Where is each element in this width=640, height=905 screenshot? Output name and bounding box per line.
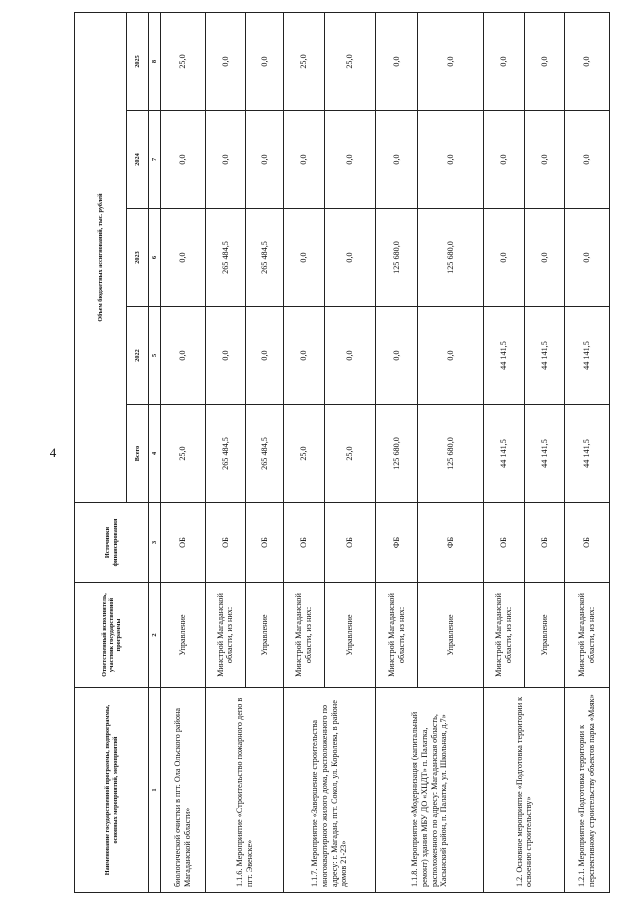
row-2022: 44 141,5 [565,307,610,405]
row-name: 1.2. Основное мероприятие «Подготовка территории к освоению строительству» [484,688,565,893]
row-2023: 0,0 [524,209,564,307]
row-2022: 44 141,5 [484,307,524,405]
row-2023: 0,0 [565,209,610,307]
header-year: 2023 [127,209,149,307]
row-source: ОБ [246,503,284,583]
header-year: 2024 [127,111,149,209]
row-2022: 0,0 [205,307,245,405]
row-2024: 0,0 [324,111,375,209]
row-total: 44 141,5 [484,405,524,503]
row-source: ОБ [484,503,524,583]
row-name: 1.1.8. Мероприятие «Модернизация (капитальный ремонт) здания МБУ ДО «ХЦДТ» п. Палатка, расположенного по адресу: Магаданская область, Хасынский район, п. Палатка, ул. Школьная, д.7» [375,688,484,893]
column-number: 7 [149,111,161,209]
row-source: ОБ [205,503,245,583]
row-2022: 0,0 [324,307,375,405]
budget-table-container [74,13,610,893]
row-responsible: Минстрой Магаданской области, из них: [565,583,610,688]
page-number: 4 [49,445,57,460]
header-year: 2022 [127,307,149,405]
column-number: 6 [149,209,161,307]
table-row [284,12,324,892]
row-total: 25,0 [324,405,375,503]
row-2023: 0,0 [161,209,206,307]
row-responsible: Управление [324,583,375,688]
row-2025: 25,0 [161,12,206,110]
header-name: Наименование государственной программы, подпрограммы, основных мероприятий, мероприятий [75,688,149,893]
row-total: 25,0 [284,405,324,503]
column-number: 4 [149,405,161,503]
row-source: ОБ [565,503,610,583]
row-2023: 125 680,0 [418,209,484,307]
row-source: ФБ [418,503,484,583]
row-total: 44 141,5 [524,405,564,503]
row-2023: 265 484,5 [246,209,284,307]
row-total: 265 484,5 [246,405,284,503]
row-2025: 25,0 [284,12,324,110]
row-responsible: Минстрой Магаданской области, из них: [284,583,324,688]
row-source: ОБ [524,503,564,583]
row-2022: 44 141,5 [524,307,564,405]
row-2022: 0,0 [418,307,484,405]
row-2025: 25,0 [324,12,375,110]
row-2024: 0,0 [375,111,418,209]
column-number: 1 [149,688,161,893]
row-2025: 0,0 [246,12,284,110]
row-source: ОБ [284,503,324,583]
table-row [565,12,610,892]
row-2022: 0,0 [246,307,284,405]
column-number: 2 [149,583,161,688]
row-2023: 0,0 [484,209,524,307]
row-2023: 0,0 [284,209,324,307]
row-responsible: Минстрой Магаданской области, из них: [484,583,524,688]
column-numbers-row [149,12,161,892]
row-2023: 125 680,0 [375,209,418,307]
header-volume: Объем бюджетных ассигнований, тыс. рублей [75,12,127,502]
row-2024: 0,0 [246,111,284,209]
row-2023: 0,0 [324,209,375,307]
row-total: 125 680,0 [375,405,418,503]
row-source: ОБ [324,503,375,583]
row-total: 44 141,5 [565,405,610,503]
row-2024: 0,0 [565,111,610,209]
row-2022: 0,0 [161,307,206,405]
row-2025: 0,0 [418,12,484,110]
row-2025: 0,0 [375,12,418,110]
row-responsible: Управление [418,583,484,688]
row-total: 265 484,5 [205,405,245,503]
row-name: 1.1.7. Мероприятие «Завершение строительства многоквартирного жилого дома, расположенного по адресу: г. Магадан, пгт. Сокол, ул. Королева, в районе домов 21-23» [284,688,375,893]
row-responsible: Управление [524,583,564,688]
row-2024: 0,0 [284,111,324,209]
table-row [375,12,418,892]
row-responsible: Минстрой Магаданской области, из них: [375,583,418,688]
row-name: биологической очистки в пгт. Ола Ольского района Магаданской области» [161,688,206,893]
row-source: ФБ [375,503,418,583]
row-2022: 0,0 [284,307,324,405]
header-year: 2025 [127,12,149,110]
table-row [161,12,206,892]
header-source: Источники финансирования [75,503,149,583]
header-responsible: Ответственный исполнитель, участник государственной программы [75,583,149,688]
row-total: 25,0 [161,405,206,503]
row-2024: 0,0 [418,111,484,209]
row-2025: 0,0 [484,12,524,110]
row-2024: 0,0 [484,111,524,209]
row-responsible: Управление [246,583,284,688]
table-row [205,12,245,892]
header-total: Всего [127,405,149,503]
budget-table [74,12,610,893]
column-number: 8 [149,12,161,110]
column-number: 5 [149,307,161,405]
row-responsible: Минстрой Магаданской области, из них: [205,583,245,688]
row-2025: 0,0 [524,12,564,110]
row-responsible: Управление [161,583,206,688]
row-2022: 0,0 [375,307,418,405]
column-number: 3 [149,503,161,583]
row-name: 1.1.6. Мероприятие «Строительство пожарного депо в пгт. Эвенске» [205,688,284,893]
row-2024: 0,0 [524,111,564,209]
table-row [484,12,524,892]
row-2024: 0,0 [161,111,206,209]
row-2025: 0,0 [565,12,610,110]
row-name: 1.2.1. Мероприятие «Подготовка территории к перспективному строительству объектов парка «Маяк» [565,688,610,893]
row-2023: 265 484,5 [205,209,245,307]
row-total: 125 680,0 [418,405,484,503]
row-source: ОБ [161,503,206,583]
row-2025: 0,0 [205,12,245,110]
row-2024: 0,0 [205,111,245,209]
